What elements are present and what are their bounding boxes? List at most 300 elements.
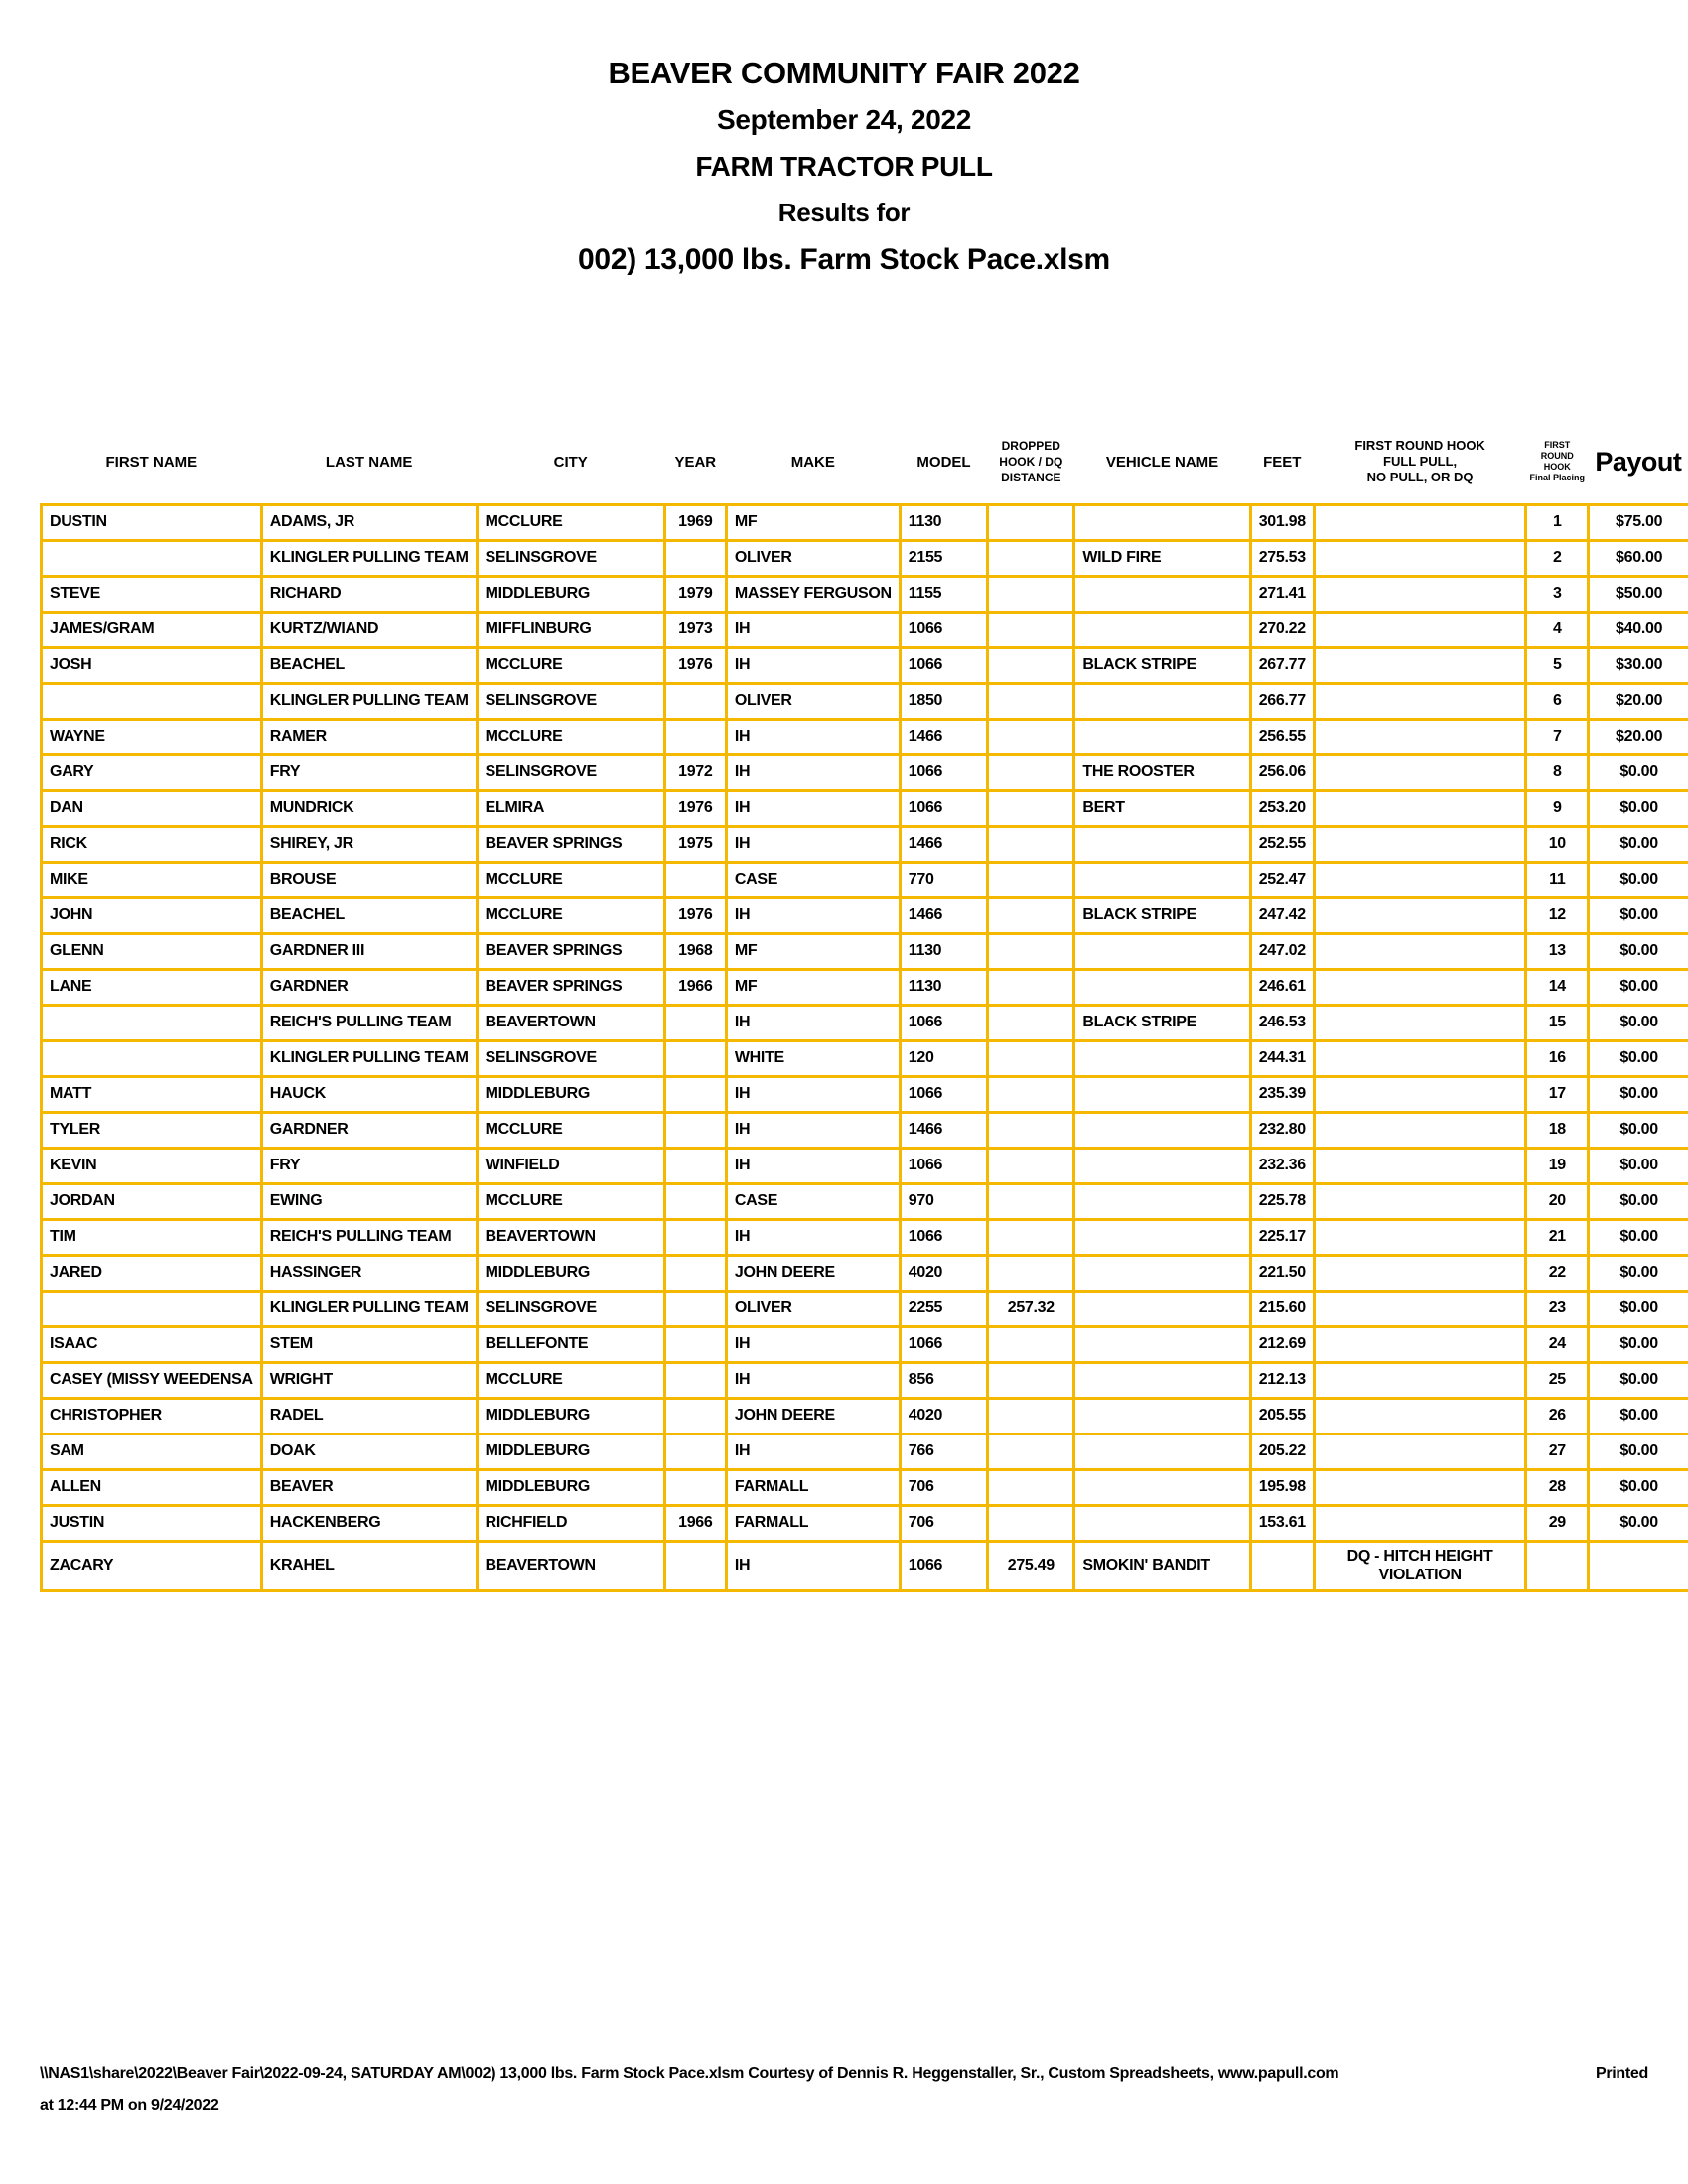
report-title-class-file: 002) 13,000 lbs. Farm Stock Pace.xlsm [578,243,1110,276]
cell-year [664,1005,726,1040]
cell-make: JOHN DEERE [726,1255,900,1291]
cell-vehicle_name [1074,1326,1250,1362]
cell-first_round_hook_final_placing: 13 [1526,933,1589,969]
cell-year: 1979 [664,576,726,612]
cell-last_name: RICHARD [261,576,477,612]
cell-year [664,1255,726,1291]
cell-city: MCCLURE [477,1362,664,1398]
cell-year: 1976 [664,897,726,933]
cell-first_round_hook_result [1314,719,1526,754]
cell-year: 1975 [664,826,726,862]
table-row [42,1469,1688,1505]
report-title-block [0,50,1688,283]
table-row [42,826,1688,862]
table-row [42,1076,1688,1112]
cell-first_round_hook_result [1314,1255,1526,1291]
cell-model: 970 [900,1183,987,1219]
cell-make: JOHN DEERE [726,1398,900,1433]
cell-feet: 212.13 [1250,1362,1314,1398]
cell-first_round_hook_final_placing: 9 [1526,790,1589,826]
cell-city: SELINSGROVE [477,1291,664,1326]
cell-payout: $60.00 [1589,540,1688,576]
cell-payout: $20.00 [1589,719,1688,754]
cell-first_name: JOSH [42,647,262,683]
cell-dropped_hook_dq_distance [988,1005,1074,1040]
cell-dropped_hook_dq_distance [988,576,1074,612]
cell-first_name: MIKE [42,862,262,897]
cell-city: MCCLURE [477,719,664,754]
column-header-make: MAKE [790,453,835,471]
cell-vehicle_name [1074,1291,1250,1326]
cell-year: 1966 [664,1505,726,1541]
cell-year [664,1291,726,1326]
cell-first_round_hook_final_placing: 12 [1526,897,1589,933]
cell-feet: 253.20 [1250,790,1314,826]
cell-model: 770 [900,862,987,897]
cell-last_name: BEAVER [261,1469,477,1505]
cell-city: MCCLURE [477,862,664,897]
cell-first_name: ALLEN [42,1469,262,1505]
cell-last_name: SHIREY, JR [261,826,477,862]
cell-payout: $0.00 [1589,1398,1688,1433]
cell-last_name: EWING [261,1183,477,1219]
cell-make: OLIVER [726,683,900,719]
cell-model: 1466 [900,897,987,933]
cell-city: SELINSGROVE [477,683,664,719]
cell-make: IH [726,790,900,826]
cell-first_round_hook_final_placing: 17 [1526,1076,1589,1112]
cell-city: SELINSGROVE [477,754,664,790]
cell-feet: 195.98 [1250,1469,1314,1505]
cell-first_round_hook_final_placing: 19 [1526,1148,1589,1183]
cell-vehicle_name: BLACK STRIPE [1074,647,1250,683]
cell-make: CASE [726,862,900,897]
table-row [42,790,1688,826]
cell-dropped_hook_dq_distance [988,1255,1074,1291]
cell-model: 2255 [900,1291,987,1326]
cell-dropped_hook_dq_distance [988,826,1074,862]
results-table [40,421,1688,1592]
cell-year [664,1219,726,1255]
cell-feet: 244.31 [1250,1040,1314,1076]
report-title-event: BEAVER COMMUNITY FAIR 2022 [608,56,1080,90]
table-row [42,933,1688,969]
cell-year [664,1469,726,1505]
column-header-first_name: FIRST NAME [105,453,198,471]
cell-last_name: ADAMS, JR [261,504,477,540]
cell-city: MCCLURE [477,1183,664,1219]
cell-first_round_hook_final_placing: 20 [1526,1183,1589,1219]
cell-feet: 247.42 [1250,897,1314,933]
table-row [42,647,1688,683]
cell-first_round_hook_result [1314,1469,1526,1505]
table-row [42,1291,1688,1326]
cell-first_name: CASEY (MISSY WEEDENSA [42,1362,262,1398]
cell-payout: $0.00 [1589,1433,1688,1469]
cell-payout: $0.00 [1589,1469,1688,1505]
cell-make: WHITE [726,1040,900,1076]
cell-year [664,540,726,576]
cell-vehicle_name [1074,719,1250,754]
table-row [42,540,1688,576]
cell-year [664,683,726,719]
cell-city: MIDDLEBURG [477,1398,664,1433]
cell-last_name: STEM [261,1326,477,1362]
cell-dropped_hook_dq_distance [988,647,1074,683]
cell-dropped_hook_dq_distance [988,754,1074,790]
cell-city: ELMIRA [477,790,664,826]
cell-model: 1466 [900,719,987,754]
column-header-vehicle_name: VEHICLE NAME [1105,453,1219,471]
cell-feet: 205.22 [1250,1433,1314,1469]
cell-make: MF [726,933,900,969]
cell-first_round_hook_final_placing: 28 [1526,1469,1589,1505]
cell-make: MF [726,504,900,540]
cell-first_name: DAN [42,790,262,826]
cell-feet: 266.77 [1250,683,1314,719]
cell-feet: 235.39 [1250,1076,1314,1112]
footer-printed-label: Printed [1595,2065,1648,2082]
cell-dropped_hook_dq_distance [988,1076,1074,1112]
table-header [42,421,1688,504]
cell-dropped_hook_dq_distance [988,790,1074,826]
cell-first_round_hook_result [1314,862,1526,897]
cell-year: 1973 [664,612,726,647]
cell-model: 1130 [900,969,987,1005]
cell-last_name: GARDNER III [261,933,477,969]
column-header-line: FIRST ROUND HOOK [1354,438,1485,454]
cell-first_name [42,1040,262,1076]
cell-vehicle_name [1074,1219,1250,1255]
table-row [42,862,1688,897]
cell-model: 4020 [900,1255,987,1291]
cell-city: MIDDLEBURG [477,1076,664,1112]
report-title-date: September 24, 2022 [716,104,972,135]
cell-last_name: RADEL [261,1398,477,1433]
cell-vehicle_name [1074,504,1250,540]
cell-vehicle_name [1074,576,1250,612]
cell-year [664,719,726,754]
cell-first_round_hook_final_placing: 29 [1526,1505,1589,1541]
cell-city: MIDDLEBURG [477,1433,664,1469]
column-header-first_round_hook_final_placing [1526,421,1589,504]
cell-year [664,1076,726,1112]
cell-first_round_hook_result [1314,647,1526,683]
cell-first_round_hook_final_placing: 21 [1526,1219,1589,1255]
cell-feet: 212.69 [1250,1326,1314,1362]
table-row [42,1148,1688,1183]
cell-first_round_hook_final_placing: 26 [1526,1398,1589,1433]
column-header-line: NO PULL, OR DQ [1366,470,1474,485]
cell-city: BEAVERTOWN [477,1541,664,1590]
cell-first_round_hook_result [1314,1362,1526,1398]
cell-first_round_hook_result [1314,1148,1526,1183]
cell-dropped_hook_dq_distance [988,719,1074,754]
cell-payout: $30.00 [1589,647,1688,683]
cell-make: IH [726,1362,900,1398]
cell-dropped_hook_dq_distance [988,504,1074,540]
cell-first_round_hook_result [1314,1433,1526,1469]
table-row [42,1112,1688,1148]
cell-dropped_hook_dq_distance [988,1326,1074,1362]
cell-first_name [42,683,262,719]
cell-payout: $0.00 [1589,1148,1688,1183]
cell-city: BEAVER SPRINGS [477,933,664,969]
cell-year [664,1148,726,1183]
table-row [42,1541,1688,1590]
footer-file-path-and-credit: \\NAS1\share\2022\Beaver Fair\2022-09-24, SATURDAY AM\002) 13,000 lbs. Farm Stock Pace.xlsm Courtesy of Dennis R. Heggenstaller, Sr., Custom Spreadsheets, www.papull.com [40,2065,1339,2082]
cell-first_round_hook_final_placing: 15 [1526,1005,1589,1040]
cell-first_name: WAYNE [42,719,262,754]
cell-first_round_hook_result: DQ - HITCH HEIGHT VIOLATION [1314,1541,1526,1590]
cell-payout: $0.00 [1589,1505,1688,1541]
cell-first_name: TYLER [42,1112,262,1148]
cell-year [664,1398,726,1433]
cell-feet: 252.47 [1250,862,1314,897]
cell-year [664,862,726,897]
table-row [42,1433,1688,1469]
cell-make: IH [726,647,900,683]
cell-last_name: BROUSE [261,862,477,897]
cell-vehicle_name [1074,1183,1250,1219]
cell-dropped_hook_dq_distance [988,969,1074,1005]
cell-feet: 270.22 [1250,612,1314,647]
cell-first_round_hook_result [1314,897,1526,933]
cell-make: IH [726,719,900,754]
cell-first_name: CHRISTOPHER [42,1398,262,1433]
cell-last_name: KLINGLER PULLING TEAM [261,540,477,576]
cell-feet: 246.53 [1250,1005,1314,1040]
column-header-feet: FEET [1263,453,1302,471]
cell-city: WINFIELD [477,1148,664,1183]
cell-city: BEAVERTOWN [477,1219,664,1255]
cell-city: MIDDLEBURG [477,1255,664,1291]
cell-vehicle_name [1074,683,1250,719]
cell-first_name: SAM [42,1433,262,1469]
cell-model: 1066 [900,790,987,826]
cell-model: 120 [900,1040,987,1076]
cell-model: 4020 [900,1398,987,1433]
cell-year [664,1433,726,1469]
cell-dropped_hook_dq_distance [988,897,1074,933]
cell-last_name: RAMER [261,719,477,754]
cell-model: 1066 [900,1005,987,1040]
cell-first_round_hook_result [1314,1076,1526,1112]
cell-year: 1968 [664,933,726,969]
cell-year: 1972 [664,754,726,790]
cell-first_round_hook_result [1314,826,1526,862]
cell-first_round_hook_final_placing: 10 [1526,826,1589,862]
cell-feet: 153.61 [1250,1505,1314,1541]
cell-vehicle_name: BERT [1074,790,1250,826]
cell-first_name [42,1291,262,1326]
cell-last_name: BEACHEL [261,897,477,933]
cell-city: MCCLURE [477,504,664,540]
cell-feet: 232.80 [1250,1112,1314,1148]
column-header-payout: Payout [1595,446,1682,477]
cell-city: MIDDLEBURG [477,1469,664,1505]
cell-dropped_hook_dq_distance [988,612,1074,647]
column-header-first_round_hook_result [1314,421,1526,504]
column-header-line: DISTANCE [1001,471,1061,485]
cell-first_round_hook_result [1314,1326,1526,1362]
footer-line-1 [40,2065,1648,2083]
cell-first_round_hook_final_placing: 1 [1526,504,1589,540]
cell-payout: $0.00 [1589,1005,1688,1040]
cell-vehicle_name: BLACK STRIPE [1074,897,1250,933]
cell-vehicle_name [1074,1112,1250,1148]
cell-first_name: JUSTIN [42,1505,262,1541]
cell-first_round_hook_result [1314,1112,1526,1148]
cell-dropped_hook_dq_distance [988,1219,1074,1255]
cell-last_name: FRY [261,1148,477,1183]
cell-first_name: ZACARY [42,1541,262,1590]
cell-first_name: TIM [42,1219,262,1255]
cell-make: IH [726,1076,900,1112]
cell-payout: $40.00 [1589,612,1688,647]
cell-feet: 205.55 [1250,1398,1314,1433]
cell-city: MIFFLINBURG [477,612,664,647]
cell-first_name: KEVIN [42,1148,262,1183]
table-row [42,1255,1688,1291]
cell-city: MCCLURE [477,1112,664,1148]
cell-dropped_hook_dq_distance [988,1505,1074,1541]
cell-first_round_hook_result [1314,504,1526,540]
table-row [42,897,1688,933]
cell-year: 1976 [664,790,726,826]
cell-city: RICHFIELD [477,1505,664,1541]
cell-vehicle_name [1074,1469,1250,1505]
cell-city: BEAVER SPRINGS [477,969,664,1005]
cell-payout: $50.00 [1589,576,1688,612]
cell-vehicle_name: SMOKIN' BANDIT [1074,1541,1250,1590]
cell-dropped_hook_dq_distance [988,1148,1074,1183]
cell-feet: 267.77 [1250,647,1314,683]
cell-payout: $0.00 [1589,862,1688,897]
cell-model: 1130 [900,933,987,969]
cell-feet: 256.55 [1250,719,1314,754]
cell-model: 1066 [900,1076,987,1112]
cell-first_name: JOHN [42,897,262,933]
cell-first_round_hook_result [1314,1040,1526,1076]
cell-last_name: REICH'S PULLING TEAM [261,1219,477,1255]
cell-make: IH [726,754,900,790]
cell-first_round_hook_final_placing: 22 [1526,1255,1589,1291]
cell-city: BEAVERTOWN [477,1005,664,1040]
cell-first_round_hook_final_placing: 18 [1526,1112,1589,1148]
table-row [42,1505,1688,1541]
cell-vehicle_name [1074,1362,1250,1398]
cell-first_round_hook_result [1314,540,1526,576]
cell-make: IH [726,826,900,862]
cell-year [664,1326,726,1362]
cell-model: 706 [900,1469,987,1505]
cell-first_round_hook_final_placing [1526,1541,1589,1590]
cell-dropped_hook_dq_distance [988,1362,1074,1398]
cell-first_round_hook_final_placing: 24 [1526,1326,1589,1362]
cell-payout: $75.00 [1589,504,1688,540]
cell-make: IH [726,1219,900,1255]
cell-last_name: REICH'S PULLING TEAM [261,1005,477,1040]
cell-last_name: MUNDRICK [261,790,477,826]
cell-vehicle_name [1074,1148,1250,1183]
cell-first_name: MATT [42,1076,262,1112]
cell-model: 1066 [900,612,987,647]
cell-make: FARMALL [726,1469,900,1505]
cell-payout: $0.00 [1589,754,1688,790]
cell-payout [1589,1541,1688,1590]
cell-vehicle_name [1074,1398,1250,1433]
cell-payout: $0.00 [1589,1255,1688,1291]
cell-model: 856 [900,1362,987,1398]
cell-first_round_hook_final_placing: 5 [1526,647,1589,683]
cell-make: IH [726,1541,900,1590]
cell-first_name: STEVE [42,576,262,612]
cell-year [664,1541,726,1590]
cell-dropped_hook_dq_distance [988,1040,1074,1076]
cell-first_round_hook_final_placing: 23 [1526,1291,1589,1326]
footer-printed-timestamp: at 12:44 PM on 9/24/2022 [40,2097,219,2114]
cell-vehicle_name: BLACK STRIPE [1074,1005,1250,1040]
cell-vehicle_name: THE ROOSTER [1074,754,1250,790]
column-header-city: CITY [553,453,588,471]
cell-year: 1966 [664,969,726,1005]
cell-dropped_hook_dq_distance [988,862,1074,897]
cell-first_round_hook_result [1314,790,1526,826]
cell-first_name: LANE [42,969,262,1005]
table-row [42,504,1688,540]
cell-vehicle_name: WILD FIRE [1074,540,1250,576]
column-header-line: HOOK / DQ [999,455,1063,470]
cell-make: FARMALL [726,1505,900,1541]
column-header-line: FIRST ROUND [1540,440,1574,462]
cell-feet: 252.55 [1250,826,1314,862]
cell-first_round_hook_final_placing: 27 [1526,1433,1589,1469]
cell-first_name: JARED [42,1255,262,1291]
cell-last_name: WRIGHT [261,1362,477,1398]
cell-make: IH [726,1326,900,1362]
cell-first_round_hook_result [1314,969,1526,1005]
cell-first_round_hook_final_placing: 25 [1526,1362,1589,1398]
cell-model: 2155 [900,540,987,576]
cell-first_round_hook_result [1314,1005,1526,1040]
cell-make: IH [726,1433,900,1469]
cell-model: 1066 [900,647,987,683]
cell-feet: 215.60 [1250,1291,1314,1326]
table-row [42,612,1688,647]
cell-first_name: DUSTIN [42,504,262,540]
cell-feet: 221.50 [1250,1255,1314,1291]
cell-city: MIDDLEBURG [477,576,664,612]
cell-model: 1130 [900,504,987,540]
cell-model: 706 [900,1505,987,1541]
cell-first_name: JORDAN [42,1183,262,1219]
cell-dropped_hook_dq_distance [988,1398,1074,1433]
cell-payout: $0.00 [1589,1362,1688,1398]
table-row [42,1326,1688,1362]
cell-last_name: FRY [261,754,477,790]
table-row [42,1362,1688,1398]
cell-vehicle_name [1074,862,1250,897]
cell-year [664,1112,726,1148]
cell-feet: 271.41 [1250,576,1314,612]
cell-last_name: KRAHEL [261,1541,477,1590]
table-row [42,1398,1688,1433]
cell-first_name: GARY [42,754,262,790]
cell-city: SELINSGROVE [477,1040,664,1076]
cell-dropped_hook_dq_distance [988,540,1074,576]
cell-model: 1066 [900,1541,987,1590]
